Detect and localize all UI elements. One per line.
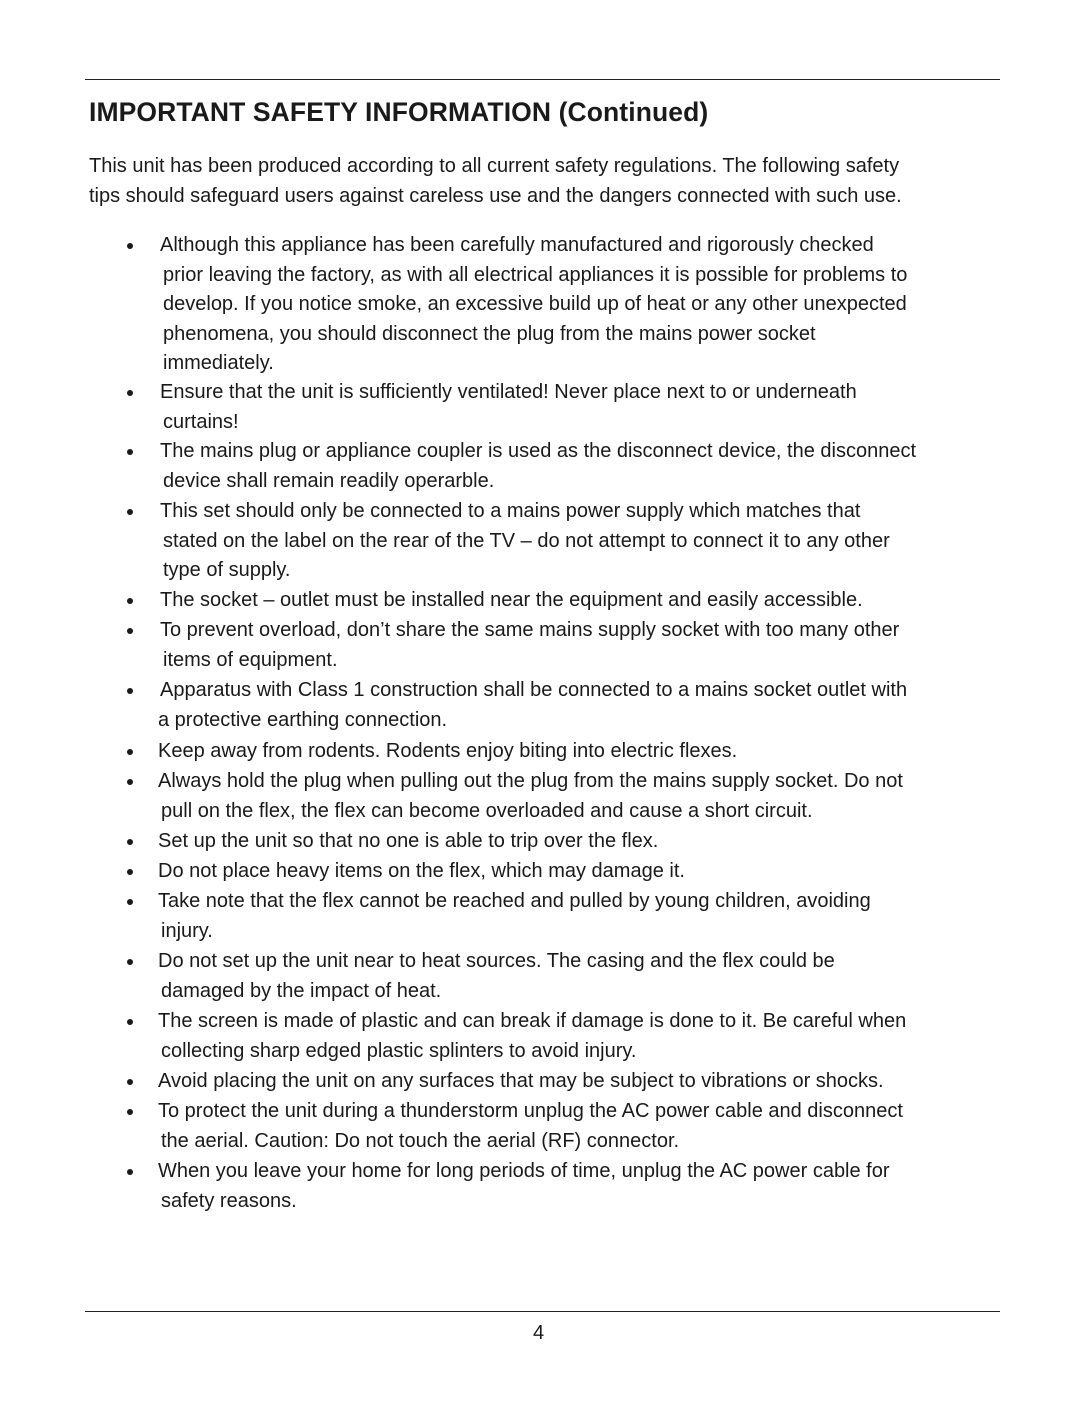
list-item-line: Always hold the plug when pulling out the plug from the mains supply socket. Do not bbox=[158, 770, 903, 792]
list-item-line: When you leave your home for long periods of time, unplug the AC power cable for bbox=[158, 1160, 890, 1182]
list-item bbox=[0, 586, 1077, 616]
list-item bbox=[0, 827, 1077, 857]
list-item-line: Ensure that the unit is sufficiently ventilated! Never place next to or underneath bbox=[160, 381, 857, 403]
intro-paragraph bbox=[89, 152, 994, 211]
list-item-line: prior leaving the factory, as with all electrical appliances it is possible for problems to bbox=[163, 263, 908, 286]
list-item-line: collecting sharp edged plastic splinters to avoid injury. bbox=[161, 1039, 637, 1062]
top-divider bbox=[85, 79, 1000, 80]
list-item-line: Set up the unit so that no one is able to trip over the flex. bbox=[158, 830, 659, 852]
bullet-icon bbox=[127, 1169, 133, 1175]
list-item bbox=[0, 1007, 1077, 1066]
bullet-icon bbox=[127, 449, 133, 455]
list-item-line: The screen is made of plastic and can break if damage is done to it. Be careful when bbox=[158, 1010, 907, 1032]
list-item-line: the aerial. Caution: Do not touch the aerial (RF) connector. bbox=[161, 1129, 680, 1152]
list-item bbox=[0, 1157, 1077, 1216]
list-item bbox=[0, 737, 1077, 767]
bullet-icon bbox=[127, 1109, 133, 1115]
list-item-line: The mains plug or appliance coupler is used as the disconnect device, the disconnect bbox=[160, 440, 917, 462]
list-item-line: phenomena, you should disconnect the plug from the mains power socket bbox=[163, 322, 816, 345]
intro-line: tips should safeguard users against careless use and the dangers connected with such use. bbox=[89, 184, 902, 207]
list-item bbox=[0, 767, 1077, 826]
list-item-line: develop. If you notice smoke, an excessive build up of heat or any other unexpected bbox=[163, 293, 907, 315]
page-title: IMPORTANT SAFETY INFORMATION (Continued) bbox=[89, 97, 709, 127]
list-item-line: curtains! bbox=[163, 410, 239, 433]
bullet-icon bbox=[127, 1019, 133, 1025]
bottom-divider bbox=[85, 1311, 1000, 1312]
bullet-icon bbox=[127, 839, 133, 845]
bullet-icon bbox=[127, 779, 133, 785]
list-item bbox=[0, 378, 1077, 437]
list-item-line: Apparatus with Class 1 construction shall be connected to a mains socket outlet with bbox=[160, 679, 908, 701]
list-item-line: This set should only be connected to a mains power supply which matches that bbox=[160, 500, 861, 522]
list-item-line: Although this appliance has been carefully manufactured and rigorously checked bbox=[160, 234, 874, 256]
list-item bbox=[0, 497, 1077, 586]
list-item bbox=[0, 1097, 1077, 1156]
list-item-line: Keep away from rodents. Rodents enjoy biting into electric flexes. bbox=[158, 740, 738, 762]
bullet-icon bbox=[127, 628, 133, 634]
bullet-icon bbox=[127, 749, 133, 755]
list-item-line: Do not place heavy items on the flex, which may damage it. bbox=[158, 860, 685, 882]
bullet-icon bbox=[127, 1079, 133, 1085]
list-item-line: Avoid placing the unit on any surfaces that may be subject to vibrations or shocks. bbox=[158, 1070, 884, 1092]
list-item-line: To prevent overload, don’t share the same mains supply socket with too many other bbox=[160, 619, 900, 641]
page-number: 4 bbox=[532, 1322, 545, 1344]
list-item bbox=[0, 1067, 1077, 1097]
list-item bbox=[0, 947, 1077, 1006]
list-item-line: Do not set up the unit near to heat sources. The casing and the flex could be bbox=[158, 950, 835, 972]
list-item-line: stated on the label on the rear of the TV – do not attempt to connect it to any other bbox=[163, 529, 890, 552]
list-item-line: immediately. bbox=[163, 352, 274, 374]
intro-line: This unit has been produced according to all current safety regulations. The following safety bbox=[89, 155, 900, 177]
bullet-icon bbox=[127, 390, 133, 396]
list-item-line: a protective earthing connection. bbox=[158, 708, 448, 731]
list-item-line: type of supply. bbox=[163, 559, 291, 581]
list-item bbox=[0, 676, 1077, 735]
list-item-line: pull on the flex, the flex can become overloaded and cause a short circuit. bbox=[161, 799, 813, 822]
list-item-line: The socket – outlet must be installed near the equipment and easily accessible. bbox=[160, 589, 863, 611]
bullet-icon bbox=[127, 243, 133, 249]
bullet-icon bbox=[127, 959, 133, 965]
bullet-icon bbox=[127, 598, 133, 604]
list-item-line: damaged by the impact of heat. bbox=[161, 979, 442, 1002]
list-item-line: To protect the unit during a thunderstorm unplug the AC power cable and disconnect bbox=[158, 1100, 903, 1122]
list-item-line: safety reasons. bbox=[161, 1189, 297, 1212]
list-item bbox=[0, 437, 1077, 496]
list-item bbox=[0, 887, 1077, 946]
list-item-line: injury. bbox=[161, 919, 213, 942]
list-item bbox=[0, 857, 1077, 887]
list-item bbox=[0, 231, 1077, 379]
bullet-icon bbox=[127, 899, 133, 905]
list-item bbox=[0, 616, 1077, 675]
bullet-icon bbox=[127, 869, 133, 875]
bullet-icon bbox=[127, 688, 133, 694]
list-item-line: device shall remain readily operarble. bbox=[163, 469, 495, 492]
list-item-line: items of equipment. bbox=[163, 648, 338, 671]
list-item-line: Take note that the flex cannot be reached and pulled by young children, avoiding bbox=[158, 890, 871, 912]
bullet-icon bbox=[127, 509, 133, 515]
